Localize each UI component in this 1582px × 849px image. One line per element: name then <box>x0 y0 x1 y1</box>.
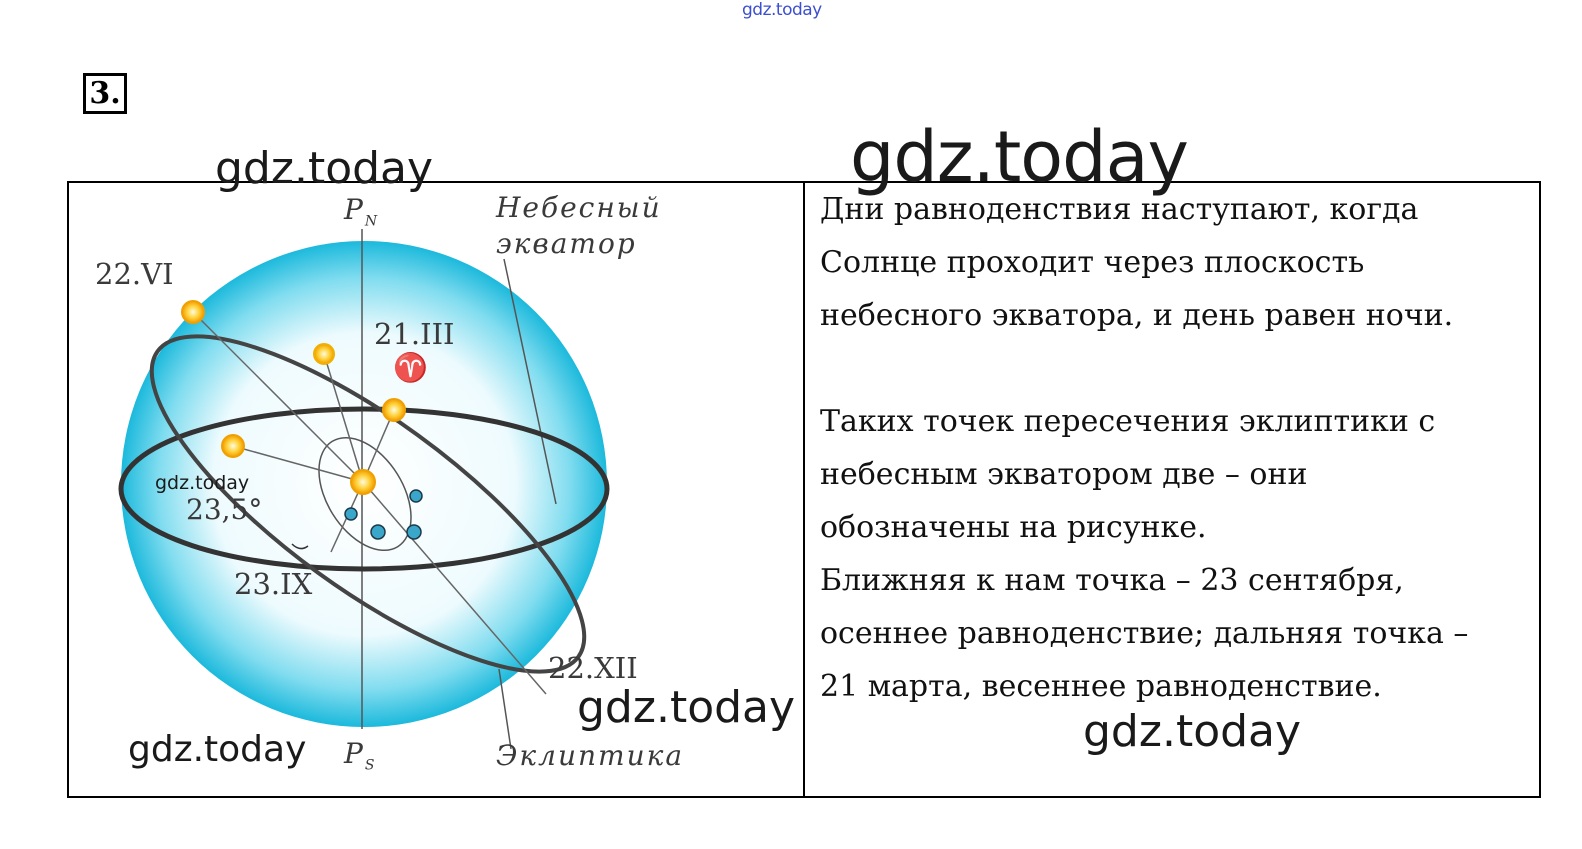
answer-line: небесного экватора, и день равен ночи. <box>820 298 1454 333</box>
answer-line: Ближняя к нам точка – 23 сентября, <box>820 563 1404 598</box>
answer-line: Дни равноденствия наступают, когда <box>820 192 1419 227</box>
pole-north-label: $P_N$ <box>344 193 380 230</box>
celestial-equator-label-2: экватор <box>496 227 637 260</box>
sun-spring <box>383 399 405 421</box>
celestial-equator-label-1: Небесный <box>496 191 662 224</box>
aries-symbol: ♈ <box>393 351 428 384</box>
watermark: gdz.today <box>215 143 434 194</box>
sun-left <box>222 435 244 457</box>
answer-line: 21 марта, весеннее равноденствие. <box>820 669 1382 704</box>
task-number: 3. <box>83 73 127 114</box>
watermark-top: gdz.today <box>742 0 822 20</box>
answer-line: Солнце проходит через плоскость <box>820 245 1365 280</box>
watermark-large: gdz.today <box>850 116 1188 198</box>
answer-line: обозначены на рисунке. <box>820 510 1207 545</box>
date-spring-label: 21.III <box>374 317 455 351</box>
sun-mid <box>314 344 334 364</box>
answer-line: небесным экватором две – они <box>820 457 1308 492</box>
watermark-small: gdz.today <box>155 472 250 494</box>
watermark: gdz.today <box>577 682 796 733</box>
answer-line: Таких точек пересечения эклиптики с <box>820 404 1436 439</box>
watermark: gdz.today <box>1083 706 1302 757</box>
sun-summer <box>182 301 204 323</box>
watermark: gdz.today <box>128 729 307 770</box>
date-summer-label: 22.VI <box>95 257 174 291</box>
frame-divider <box>803 181 805 798</box>
answer-line: осеннее равноденствие; дальняя точка – <box>820 616 1469 651</box>
angle-label: 23,5° <box>186 493 263 526</box>
sun-centre <box>351 470 375 494</box>
ecliptic-label: Эклиптика <box>496 739 685 772</box>
answer-text <box>820 183 1520 713</box>
date-autumn-label: 23.IX <box>234 567 313 601</box>
date-winter-label: 22.XII <box>548 651 638 685</box>
pole-south-label: $P_S$ <box>344 737 377 774</box>
